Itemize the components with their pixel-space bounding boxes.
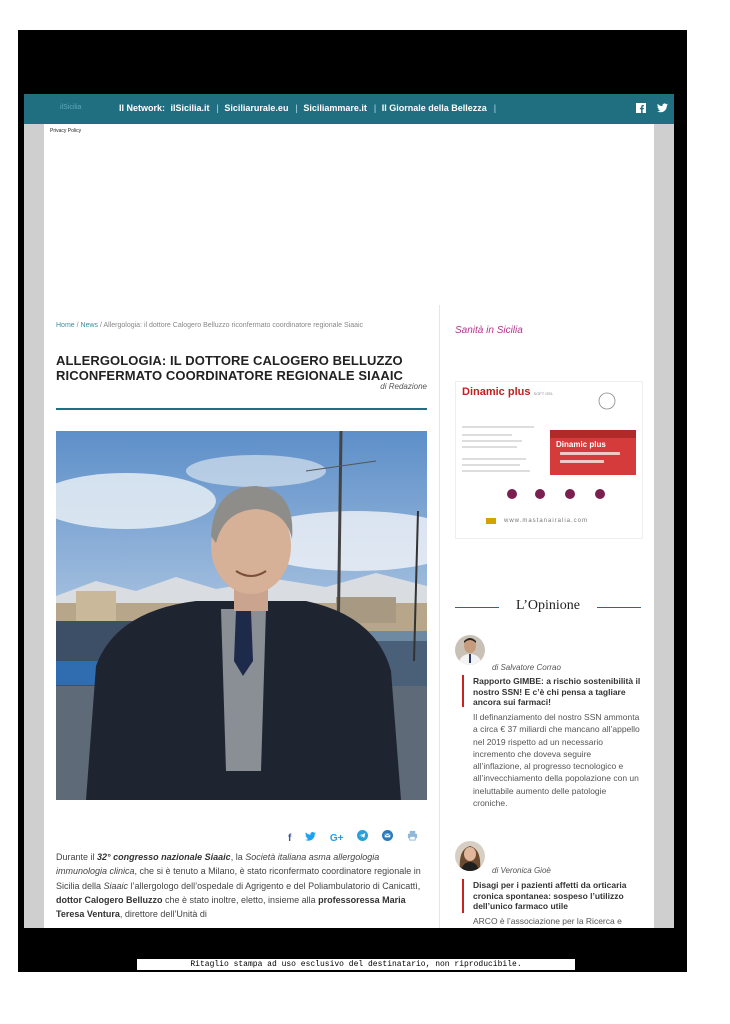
- body-text: , che si è tenuto a Milano, è stato riconfermato coordinatore regionale in Sicilia della: [56, 866, 421, 891]
- body-text: che è stato inoltre, eletto, insieme alla: [162, 894, 319, 905]
- share-bar: [288, 830, 429, 844]
- press-clipping-notice: Ritaglio stampa ad uso esclusivo del destinatario, non riproducibile.: [137, 959, 575, 970]
- article-title: ALLERGOLOGIA: IL DOTTORE CALOGERO BELLUZZO RICONFERMATO COORDINATORE REGIONALE SIAAIC: [56, 353, 404, 383]
- opinion-author[interactable]: di Veronica Gioè: [492, 866, 551, 875]
- site-logo[interactable]: ilSicilia: [60, 104, 82, 111]
- article-byline: [330, 382, 427, 391]
- page-margin-right: [654, 124, 674, 929]
- body-text: Durante il: [56, 852, 98, 862]
- article-photo: [56, 431, 427, 800]
- society-acronym: Siaaic: [103, 880, 129, 891]
- opinion-title[interactable]: Disagi per i pazienti affetti da orticaria cronica spontanea: sospeso l’utilizzo dell’unico farmaco utile: [473, 880, 627, 911]
- professor-name: professoressa Maria Teresa Ventura: [56, 894, 406, 920]
- ad-brand: Dinamic plus: [462, 386, 531, 398]
- twitter-icon[interactable]: [657, 103, 668, 116]
- network-link-siciliammare[interactable]: Siciliammare.it: [303, 103, 367, 113]
- page-margin-left: [24, 124, 44, 929]
- print-icon[interactable]: [407, 830, 418, 844]
- sidebar-section-label[interactable]: Sanità in Sicilia: [455, 325, 523, 336]
- author-avatar[interactable]: [455, 841, 485, 871]
- article-body: [56, 850, 428, 921]
- opinion-excerpt: ARCO è l’associazione per la Ricerca e: [473, 916, 622, 926]
- network-navbar: ilSicilia Il Network: ilSicilia.it | Siciliarurale.eu | Siciliammare.it | Il Giornale della Bellezza |: [24, 94, 674, 124]
- byline-prefix: di: [380, 382, 387, 391]
- title-underline: [56, 408, 427, 410]
- congress-name: 32° congresso nazionale Siaaic: [97, 852, 231, 862]
- body-text: , direttore dell’Unità di: [119, 909, 207, 920]
- opinion-heading: [455, 598, 641, 614]
- breadcrumb-current: Allergologia: il dottore Calogero Belluzzo riconfermato coordinatore regionale Siaaic: [103, 322, 364, 329]
- scan-border-right: [674, 94, 687, 929]
- society-name: Società italiana asma allergologia immunologia clinica: [56, 852, 380, 877]
- privacy-policy-link[interactable]: Privacy Policy: [50, 128, 82, 134]
- opinion-excerpt: Il definanziamento del nostro SSN ammonta a circa € 37 miliardi che mancano all’appello nel 2019 rispetto ad un necessario incremento che doveva seguire all’inflazione, al progresso tecnologico e all’invecchiamento della popolazione con un ineluttabile aumento delle patologie croniche.: [473, 712, 640, 809]
- breadcrumb: Home / News / Allergologia: il dottore Calogero Belluzzo riconfermato coordinatore regionale Siaaic: [56, 322, 364, 329]
- network-link-giornale-bellezza[interactable]: Il Giornale della Bellezza: [381, 103, 487, 113]
- opinion-accent-bar: [462, 879, 464, 913]
- ad-brand-suffix: SOFT GEL: [533, 391, 554, 396]
- twitter-icon[interactable]: [305, 832, 316, 844]
- body-text: , la: [230, 852, 246, 862]
- network-link-siciliarurale[interactable]: Siciliarurale.eu: [224, 103, 289, 113]
- breadcrumb-home[interactable]: Home: [56, 322, 75, 329]
- ad-url: www.mastanairalia.com: [504, 518, 589, 524]
- author-avatar[interactable]: [455, 635, 485, 665]
- opinion-accent-bar: [462, 675, 464, 707]
- ad-banner[interactable]: [455, 381, 643, 539]
- network-label: Il Network:: [119, 103, 166, 113]
- telegram-icon[interactable]: [357, 830, 368, 844]
- scan-border-top: [18, 30, 687, 94]
- byline-author[interactable]: Redazione: [388, 382, 427, 391]
- opinion-title[interactable]: Rapporto GIMBE: a rischio sostenibilità il nostro SSN! E c’è chi pensa a tagliare ancora sui farmaci!: [473, 676, 641, 707]
- opinion-heading-text: L’Opinione: [515, 598, 581, 613]
- facebook-icon[interactable]: f: [288, 833, 292, 844]
- opinion-author[interactable]: di Salvatore Corrao: [492, 663, 561, 672]
- body-text: l’allergologo dell’ospedale di Agrigento e del Poliambulatorio di Canicattì,: [128, 880, 421, 891]
- ad-box-brand: Dinamic plus: [556, 440, 606, 449]
- network-link-ilsicilia[interactable]: ilSicilia.it: [170, 103, 210, 113]
- facebook-icon[interactable]: [636, 103, 646, 116]
- column-divider: [439, 305, 440, 929]
- doctor-name: dottor Calogero Belluzzo: [56, 894, 163, 905]
- google-plus-icon[interactable]: G+: [329, 833, 344, 844]
- heading-rule-right: [597, 607, 641, 608]
- heading-rule-left: [455, 607, 499, 608]
- email-icon[interactable]: [382, 830, 393, 844]
- breadcrumb-news[interactable]: News: [80, 322, 99, 329]
